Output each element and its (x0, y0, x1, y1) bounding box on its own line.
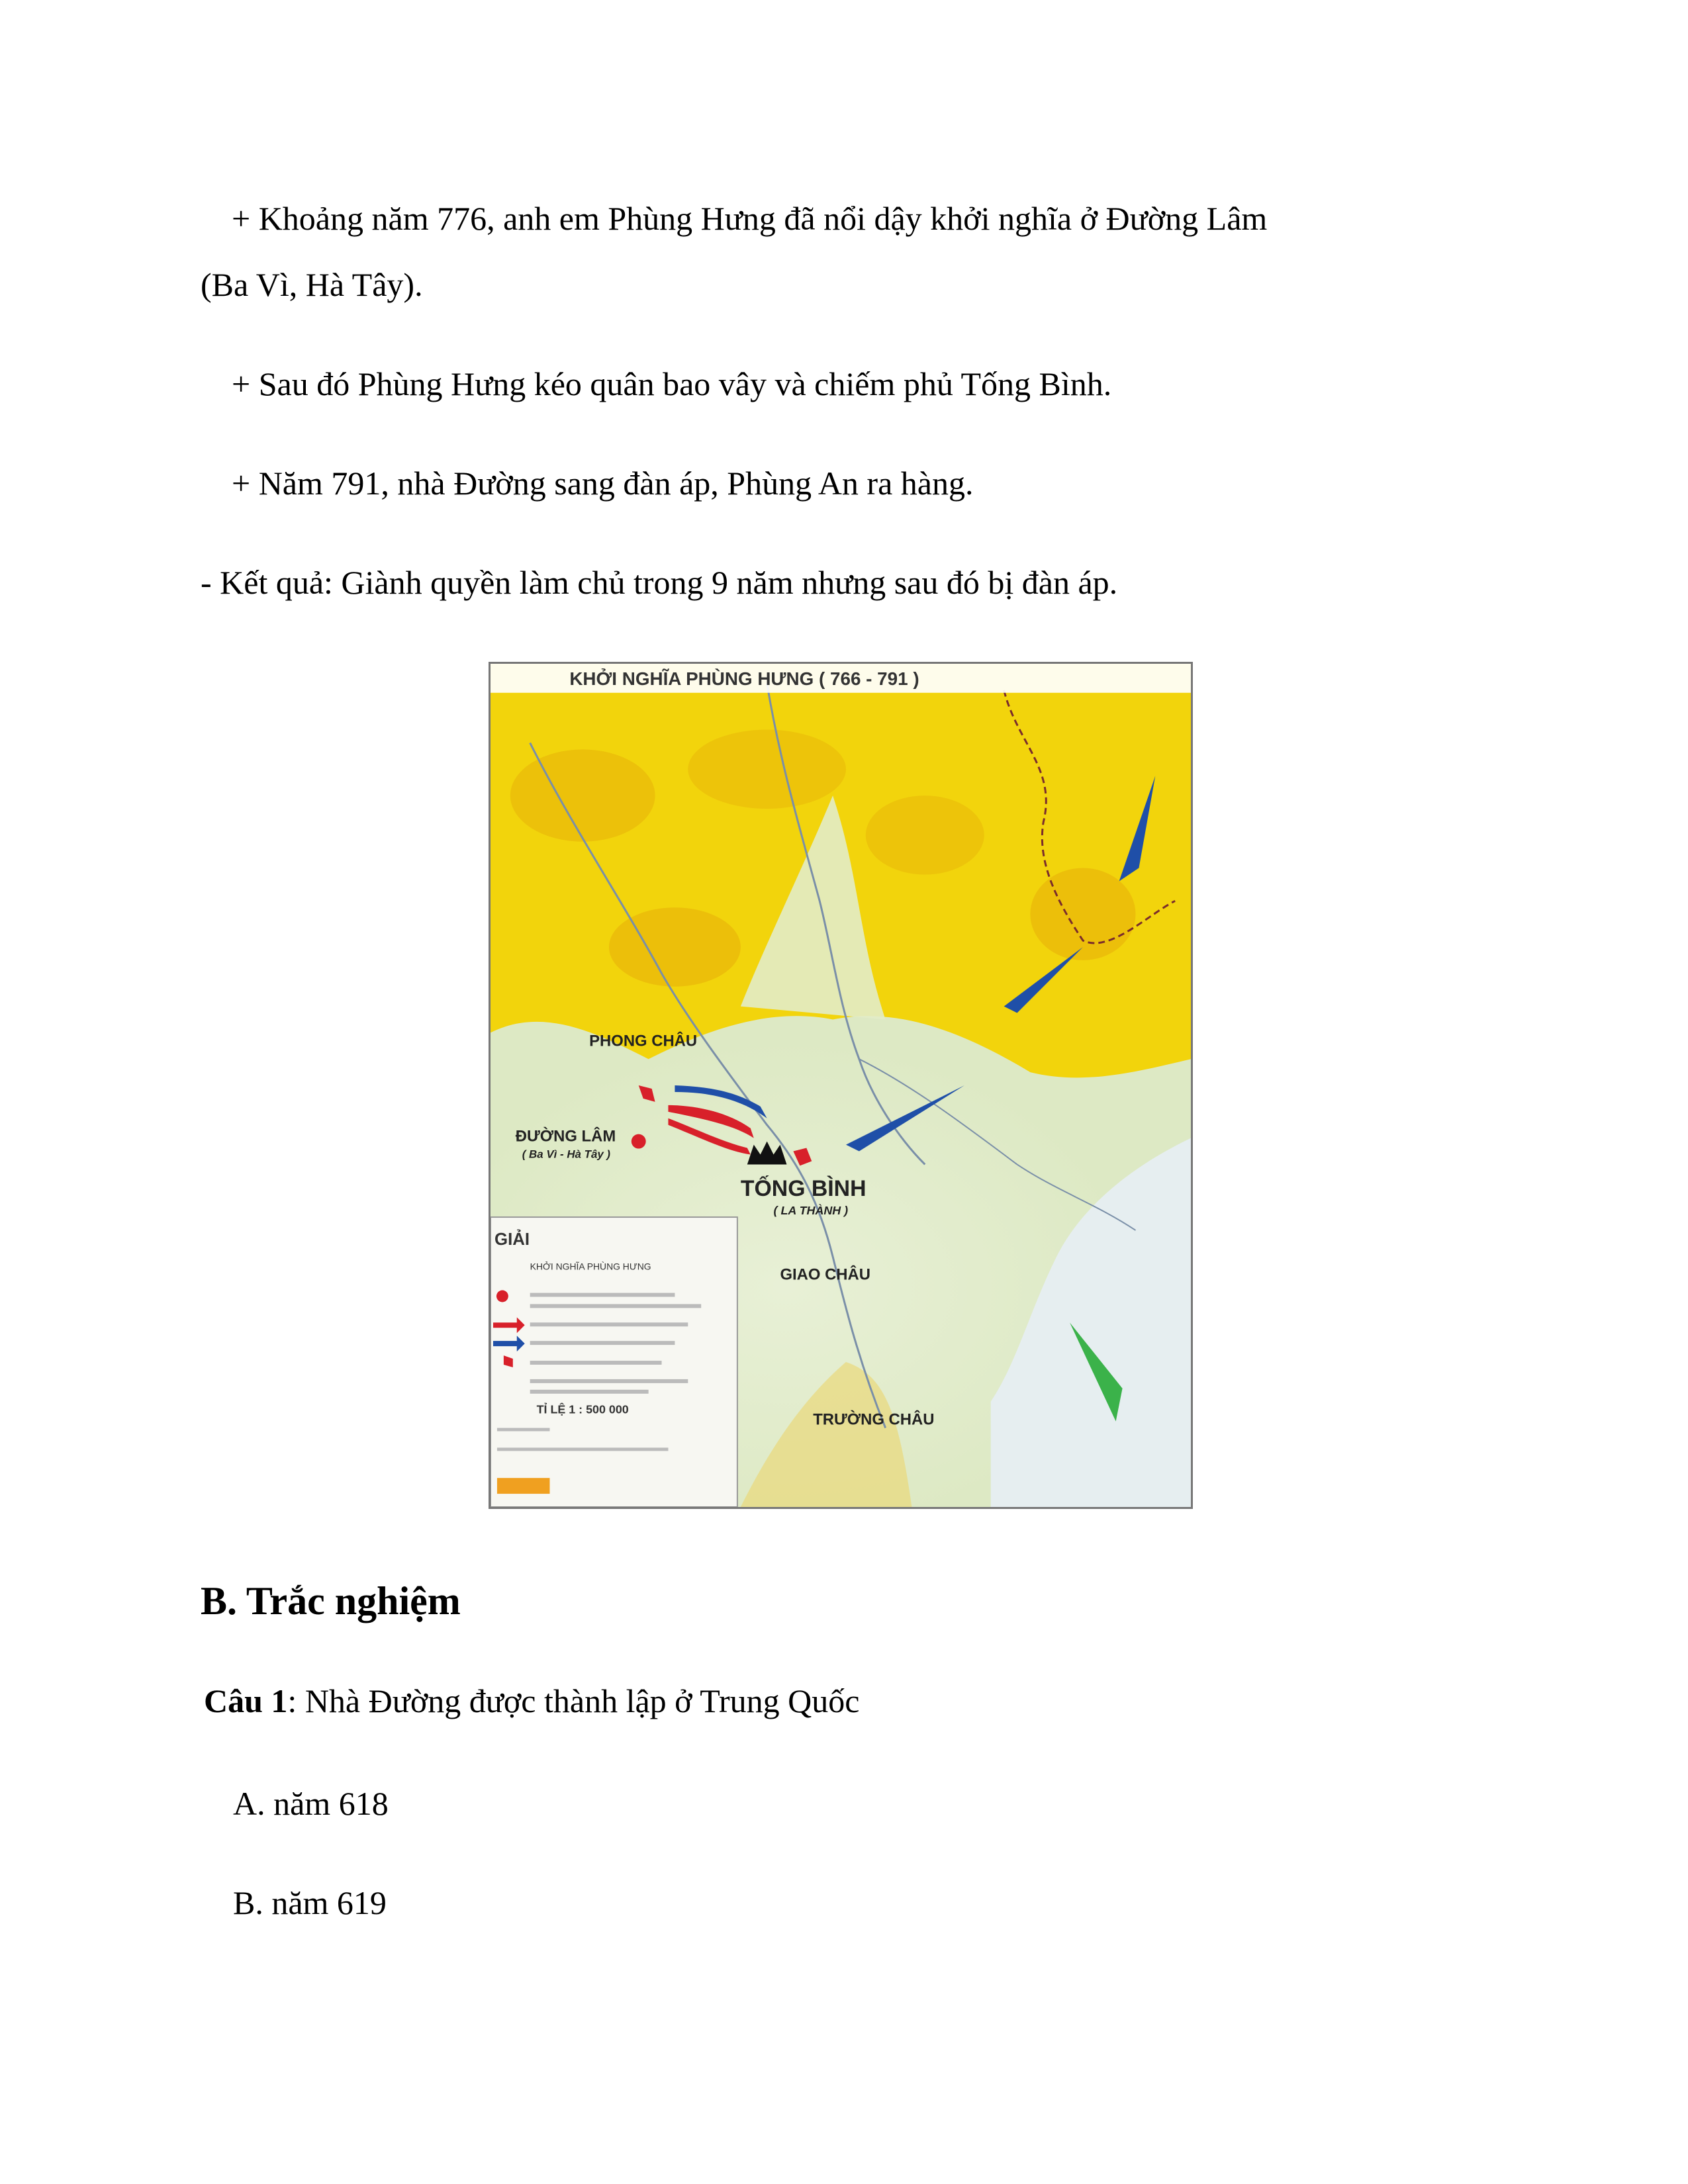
label-tong-binh: TỐNG BÌNH (740, 1176, 867, 1202)
mountain-patch (866, 796, 984, 874)
legend-text-line (497, 1428, 550, 1432)
bullet-1-line-2: (Ba Vì, Hà Tây). (201, 266, 423, 303)
question-text: : Nhà Đường được thành lập ở Trung Quốc (287, 1682, 860, 1719)
question-1 (204, 1681, 859, 1721)
legend-text-line (530, 1322, 688, 1326)
label-tong-binh-sub: ( LA THÀNH ) (773, 1204, 849, 1218)
label-duong-lam-sub: ( Ba Vì - Hà Tây ) (522, 1148, 611, 1161)
option-b: B. năm 619 (233, 1884, 387, 1921)
legend-title: GIẢI (494, 1230, 530, 1249)
option-a: A. năm 618 (233, 1785, 389, 1822)
result-line: - Kết quả: Giành quyền làm chủ trong 9 năm nhưng sau đó bị đàn áp. (201, 564, 1118, 601)
legend-text-line (497, 1447, 669, 1451)
legend-text-line (530, 1379, 688, 1383)
mountain-patch (609, 907, 741, 986)
legend-text-line (530, 1304, 702, 1308)
bullet-1-line-1: + Khoảng năm 776, anh em Phùng Hưng đã nổi dậy khởi nghĩa ở Đường Lâm (232, 200, 1268, 237)
label-giao-chau: GIAO CHÂU (780, 1265, 870, 1284)
legend-text-line (530, 1293, 675, 1297)
legend-scale: TỈ LỆ 1 : 500 000 (536, 1402, 629, 1416)
legend-text-line (530, 1390, 649, 1394)
legend-red-dot (496, 1291, 508, 1302)
mountain-patch (510, 749, 655, 841)
legend-color-swatch (497, 1478, 550, 1494)
legend-text-line (530, 1361, 662, 1365)
label-truong-chau: TRƯỜNG CHÂU (813, 1410, 935, 1429)
duong-lam-marker (632, 1134, 646, 1149)
historical-map (491, 664, 1191, 1507)
legend-subtitle: KHỞI NGHĨA PHÙNG HƯNG (530, 1261, 651, 1272)
label-phong-chau: PHONG CHÂU (589, 1032, 698, 1050)
legend-text-line (530, 1341, 675, 1345)
map-image (489, 662, 1193, 1509)
section-heading: B. Trắc nghiệm (201, 1579, 461, 1623)
label-duong-lam: ĐƯỜNG LÂM (515, 1127, 616, 1146)
bullet-3: + Năm 791, nhà Đường sang đàn áp, Phùng An ra hàng. (232, 465, 974, 502)
question-label: Câu 1 (204, 1682, 288, 1719)
mountain-patch (688, 730, 846, 809)
bullet-2: + Sau đó Phùng Hưng kéo quân bao vây và chiếm phủ Tống Bình. (232, 365, 1112, 402)
mountain-patch (1030, 868, 1135, 960)
map-title: KHỞI NGHĨA PHÙNG HƯNG ( 766 - 791 ) (569, 668, 919, 689)
